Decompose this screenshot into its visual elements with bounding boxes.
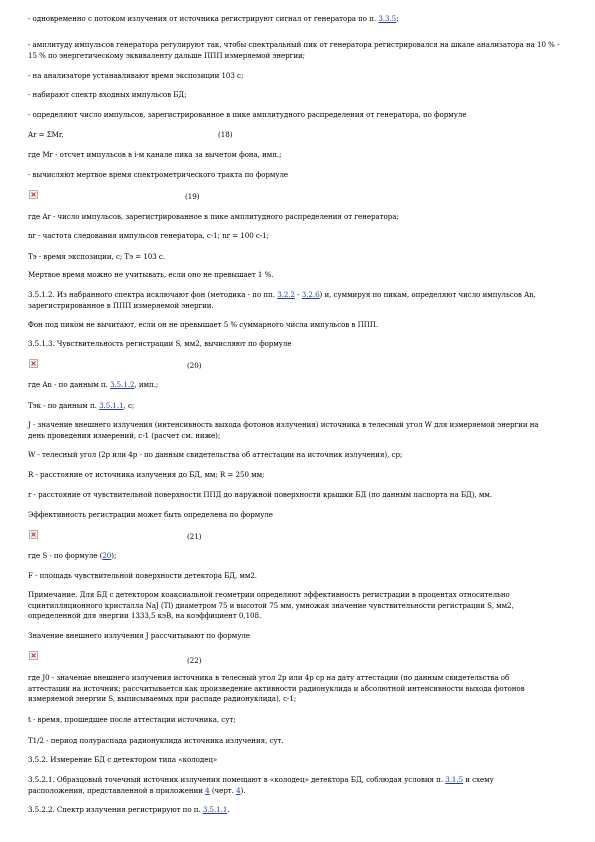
broken-image-icon <box>29 651 38 660</box>
link-figure-4[interactable]: 4 <box>236 785 241 795</box>
broken-image-icon <box>29 530 38 539</box>
equation-number-18: (18) <box>218 130 233 139</box>
paragraph: r - расстояние от чувствительной поверхности ППД до наружной поверхности крышки БД (по данным паспорта на БД), мм. <box>28 490 492 499</box>
formula-18: Ar = ΣMr, <box>28 130 64 139</box>
paragraph: - набирают спектр входных импульсов БД; <box>28 90 187 99</box>
link-3-1-5[interactable]: 3.1.5 <box>445 775 464 784</box>
broken-image-icon <box>29 190 38 199</box>
paragraph: 3.5.1.2. Из набранного спектра исключают фон (методика - по пп. 3.2.2 - 3.2.6) и, суммируя по пикам, определяют число импульсов An, зарегистрированное в ППП измеряемой энергии. <box>28 290 536 310</box>
link-formula-20[interactable]: 20 <box>102 551 112 560</box>
link-3-3-5[interactable]: 3.3.5 <box>378 14 397 23</box>
paragraph: - амплитуду импульсов генератора регулируют так, чтобы спектральный пик от генератора регистрировался на шкале анализатора на 10 % - 15 % по энергетическому эквиваленту дальше ППП измеряемой энергии; <box>28 40 560 60</box>
paragraph: 3.5.1.3. Чувствительность регистрации S, мм2, вычисляют по формуле <box>28 339 292 348</box>
note: Примечание. Для БД с детектором коаксиальной геометрии определяют эффективность регистрации в процентах относительно сцинтилляционного кристалла NaJ (Tl) диаметром 75 и высотой 75 мм, умножая значение чувствительности регистрации S, мм2, определенной для энергии 1333,5 кэВ, на коэффициент 0,108. <box>28 590 514 621</box>
link-3-2-6[interactable]: 3.2.6 <box>301 290 320 299</box>
link-3-5-1-2[interactable]: 3.5.1.2 <box>110 380 135 389</box>
equation-number-19: (19) <box>185 192 200 201</box>
link-3-2-2[interactable]: 3.2.2 <box>277 290 295 299</box>
paragraph: где S - по формуле (20); <box>28 551 117 560</box>
section-heading: 3.5.2. Измерение БД с детектором типа «колодец» <box>28 755 218 764</box>
paragraph: Эффективность регистрации может быть определена по формуле <box>28 510 273 519</box>
paragraph: F - площадь чувствительной поверхности детектора БД, мм2. <box>28 571 257 580</box>
paragraph: T1/2 - период полураспада радионуклида источника излучения, сут. <box>28 736 284 745</box>
paragraph: R - расстояние от источника излучения до БД, мм; R = 250 мм; <box>28 470 265 479</box>
paragraph: t - время, прошедшее после аттестации источника, сут; <box>28 715 236 724</box>
paragraph: J - значение внешнего излучения (интенсивность выхода фотонов излучения) источника в телесный угол W для измеряемой энергии на день проведения измерений, с-1 (расчет см. ниже); <box>28 420 539 440</box>
link-3-5-1-1[interactable]: 3.5.1.1 <box>99 401 124 410</box>
paragraph: - одновременно с потоком излучения от источника регистрируют сигнал от генератора по п. 3.3.5; <box>28 14 399 23</box>
paragraph: - на анализаторе устанавливают время экспозиции 103 с; <box>28 71 244 80</box>
paragraph: где An - по данным п. 3.5.1.2, имп.; <box>28 380 159 389</box>
paragraph: 3.5.2.2. Спектр излучения регистрируют по п. 3.5.1.1. <box>28 805 230 814</box>
paragraph: - вычисляют мертвое время спектрометрического тракта по формуле <box>28 170 289 179</box>
paragraph: Фон под пиком не вычитают, если он не превышает 5 % суммарного числа импульсов в ППП. <box>28 320 379 329</box>
link-3-5-1-1[interactable]: 3.5.1.1 <box>202 805 228 814</box>
paragraph: Мертвое время можно не учитывать, если оно не превышает 1 %. <box>28 270 274 279</box>
paragraph: nr - частота следования импульсов генератора, с-1; nr = 100 с-1; <box>28 231 269 240</box>
paragraph: где Ar - число импульсов, зарегистрированное в пике амплитудного распределения от генератора; <box>28 212 399 221</box>
equation-number-21: (21) <box>187 532 202 541</box>
equation-number-20: (20) <box>187 361 202 370</box>
paragraph: - определяют число импульсов, зарегистрированное в пике амплитудного распределения от генератора, по формуле <box>28 110 467 119</box>
equation-number-22: (22) <box>187 656 202 665</box>
paragraph: Tэ - время экспозиции, с; Tэ = 103 с. <box>28 252 166 261</box>
paragraph: W - телесный угол (2p или 4p - по данным свидетельства об аттестации на источник излучения), ср; <box>28 450 403 459</box>
link-appendix-4[interactable]: 4 <box>205 785 210 795</box>
paragraph: 3.5.2.1. Образцовый точечный источник излучения помещают в «колодец» детектора БД, соблюдая условия п. 3.1.5 и схему расположения, представленной в приложении 4 (черт. 4). <box>28 775 494 795</box>
paragraph: Tэк - по данным п. 3.5.1.1, с; <box>28 401 135 410</box>
broken-image-icon <box>29 359 38 368</box>
paragraph: где J0 - значение внешнего излучения источника в телесный угол 2p или 4p ср на дату аттестации (по данным свидетельства об аттестации на источник; рассчитывается как произведение активности радионуклида и абсолютной интенсивности выхода фотонов измеряемой энергии S, выписываемых при распаде радионуклида), с-1; <box>28 673 525 704</box>
paragraph: где Mr - отсчет импульсов в i-м канале пика за вычетом фона, имп.; <box>28 150 282 159</box>
paragraph: Значение внешнего излучения J рассчитывают по формуле <box>28 631 250 640</box>
